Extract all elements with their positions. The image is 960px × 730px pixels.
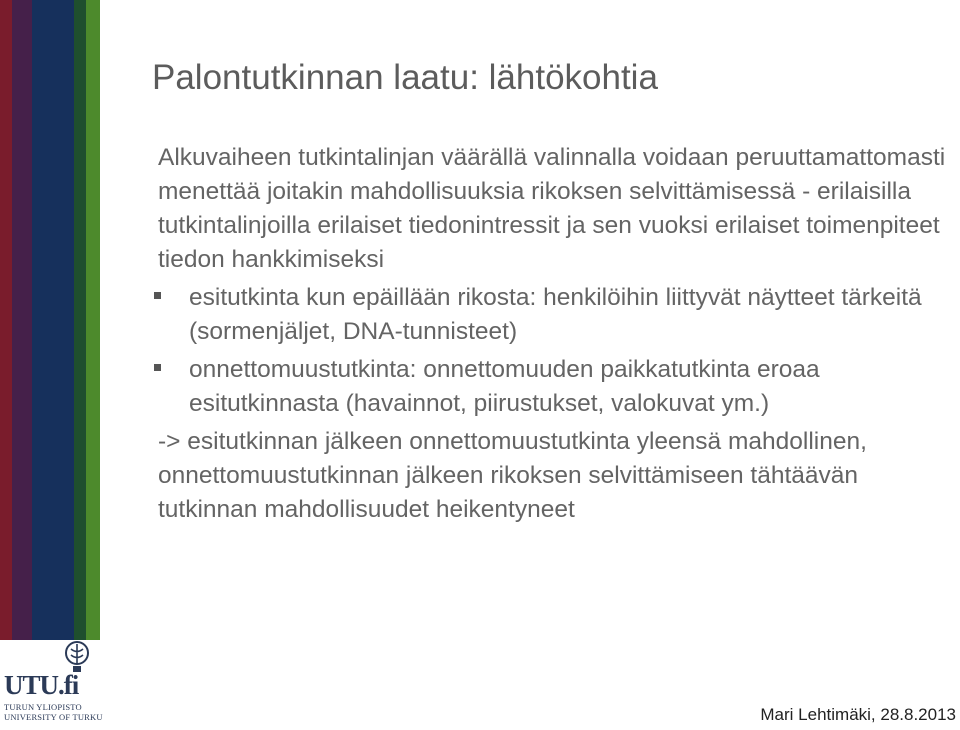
square-bullet-icon	[154, 292, 161, 299]
conclusion-paragraph: -> esitutkinnan jälkeen onnettomuustutkinta yleensä mahdollinen, onnettomuustutkinnan jälkeen rikoksen selvittämiseen tähtäävän tutkinnan mahdollisuudet heikentyneet	[158, 428, 867, 523]
logo-wordmark: UTU.fi	[4, 670, 79, 700]
bullet-text: onnettomuustutkinta: onnettomuuden paikkatutkinta eroaa esitutkinnasta (havainnot, piirustukset, valokuvat ym.)	[189, 356, 820, 417]
bullet-list	[158, 281, 948, 421]
stripe-dark-green	[74, 0, 86, 730]
bullet-item	[158, 281, 948, 349]
decorative-stripes	[0, 0, 106, 730]
square-bullet-icon	[154, 364, 161, 371]
slide-title: Palontutkinnan laatu: lähtökohtia	[152, 58, 658, 97]
logo-line-english: UNIVERSITY OF TURKU	[4, 712, 103, 722]
stripe-red	[0, 0, 12, 730]
bullet-text: esitutkinta kun epäillään rikosta: henkilöihin liittyvät näytteet tärkeitä (sormenjäljet, DNA-tunnisteet)	[189, 284, 922, 345]
intro-paragraph: Alkuvaiheen tutkintalinjan väärällä valinnalla voidaan peruuttamattomasti menettää joitakin mahdollisuuksia rikoksen selvittämisessä - erilaisilla tutkintalinjoilla erilaiset tiedonintressit ja sen vuoksi erilaiset toimenpiteet tiedon hankkimiseksi	[158, 144, 946, 273]
bullet-item	[158, 353, 948, 421]
logo-line-finnish: TURUN YLIOPISTO	[4, 702, 82, 712]
university-logo	[0, 640, 106, 730]
footer-author-date: Mari Lehtimäki, 28.8.2013	[760, 705, 956, 724]
stripe-purple	[12, 0, 32, 730]
university-emblem-icon	[64, 640, 90, 674]
slide-content	[158, 141, 948, 527]
stripe-navy	[32, 0, 74, 730]
stripe-green	[86, 0, 100, 730]
